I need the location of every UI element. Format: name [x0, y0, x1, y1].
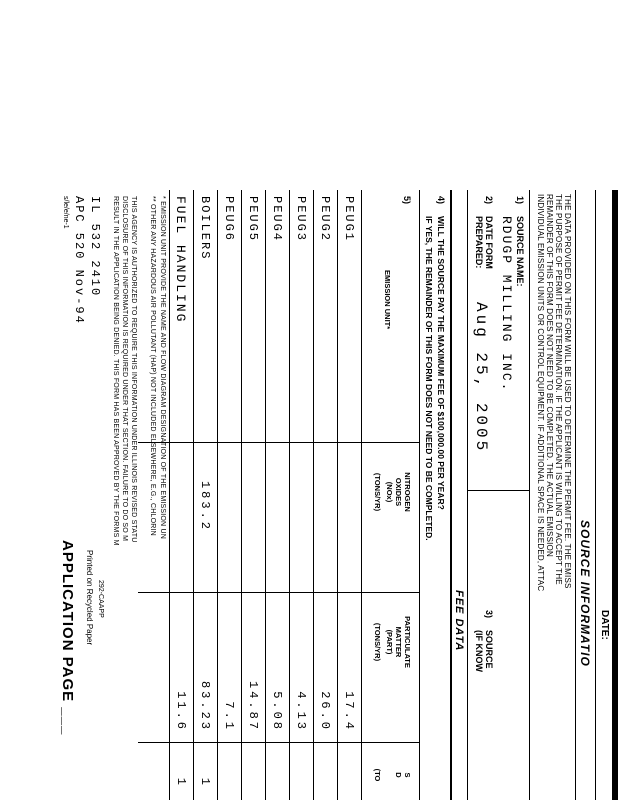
recycled-paper-note: Printed on Recycled Paper: [85, 550, 94, 646]
legal-paragraph: THIS AGENCY IS AUTHORIZED TO REQUIRE THIS INFORMATION UNDER ILLINOIS REVISED STATU DISCLOSURE OF THIS INFORMATION IS REQUIRED UNDER THAT SECTION. FAILURE TO DO SO M RESULT IN THE APPLICATION BEING DENIED. THIS FORM HAS BEEN APPROVED BY THE FORMS M: [112, 196, 137, 546]
row-pm: 4.13: [294, 691, 308, 732]
notice-line: REMAINDER OF THIS FORM DOES NOT NEED TO BE COMPLETED. THE ACTUAL EMISSION: [545, 194, 554, 557]
row-unit: PEUG4: [270, 196, 284, 243]
section-title: SOURCE INFORMATIO: [578, 520, 592, 667]
q5-number: 5): [402, 196, 412, 205]
row-pm: 5.08: [270, 691, 284, 732]
row-unit: FUEL HANDLING: [173, 196, 188, 324]
row-unit: PEUG6: [222, 196, 236, 243]
row-pm: 7.1: [222, 701, 236, 732]
row-next-value: 1: [198, 777, 212, 788]
form-code-line1: IL 532 2410: [88, 196, 102, 298]
footnote-emission-unit: * EMISSION UNIT PROVIDE THE NAME AND FLOW DIAGRAM DESIGNATION OF THE EMISSION UN: [159, 196, 166, 539]
form-number: 292-CAAPP: [97, 580, 104, 618]
col-nox: NITROGEN OXIDES (NOx) (TONS/YR): [373, 472, 412, 512]
date-form-label: DATE FORM: [484, 216, 494, 269]
q4-number: 4): [436, 196, 446, 205]
footnote-other: ** OTHER ANY HAZARDOUS AIR POLLUTANT (HAP) NOT INCLUDED ELSEWHERE, E.G., CHLORIN: [149, 196, 156, 536]
source-name-value: RDUGP MILLING INC.: [499, 216, 514, 393]
top-edge-band: [612, 190, 618, 800]
notice-paragraph: [536, 194, 572, 591]
row-next-value: 1: [174, 777, 188, 788]
q1-number: 1): [515, 196, 525, 205]
fee-data-title: FEE DATA: [453, 590, 465, 652]
source-name-label: SOURCE NAME:: [515, 216, 525, 287]
row-unit: BOILERS: [198, 196, 212, 261]
notice-line: THE PURPOSE OF PERMIT FEE DETERMINATION. IF THE APPLICANT IS WILLING TO ACCEPT THE: [554, 194, 563, 585]
q4-subtext: IF YES, THE REMAINDER OF THIS FORM DOES NOT NEED TO BE COMPLETED.: [424, 216, 434, 541]
rotated-form: [48, 190, 618, 800]
q2-number: 2): [484, 196, 494, 205]
form-code-line3: s/le/e/ne-1: [62, 196, 69, 229]
form-code-line2: APC 520 Nov-94: [72, 196, 86, 325]
col-emission-unit: EMISSION UNIT*: [383, 270, 392, 330]
row-unit: PEUG1: [342, 196, 356, 243]
date-prepared-value: Aug 25, 2005: [472, 302, 490, 454]
row-unit: PEUG3: [294, 196, 308, 243]
row-nox: 183.2: [198, 480, 212, 532]
row-pm: 17.4: [342, 691, 356, 732]
row-unit: PEUG5: [246, 196, 260, 243]
row-unit: PEUG2: [318, 196, 332, 243]
q4-question: WILL THE SOURCE PAY THE MAXIMUM FEE OF $100,000.00 PER YEAR?: [436, 216, 446, 510]
application-page-title: APPLICATION PAGE ___: [59, 540, 76, 736]
notice-line: THE DATA PROVIDED ON THIS FORM WILL BE USED TO DETERMINE THE PERMIT FEE. THE EMISS: [563, 194, 572, 589]
notice-line: INDIVIDUAL EMISSION UNITS OR CONTROL EQUIPMENT. IF ADDITIONAL SPACE IS NEEDED, ATTAC: [536, 194, 545, 592]
row-pm: 26.0: [318, 691, 332, 732]
col-next: S D (TO: [373, 768, 412, 782]
col-particulate: PARTICULATE MATTER (PART) (TONS/YR): [373, 616, 412, 668]
date-label: DATE:: [599, 610, 610, 640]
q3-number: 3): [484, 610, 494, 619]
row-pm: 83.23: [198, 680, 212, 732]
q3-source-label: SOURCE: [484, 630, 494, 669]
row-pm: 11.6: [174, 691, 188, 732]
q3-known-label: (IF KNOW: [474, 630, 484, 672]
prepared-label: PREPARED:: [474, 216, 484, 269]
row-pm: 14.87: [246, 680, 260, 732]
